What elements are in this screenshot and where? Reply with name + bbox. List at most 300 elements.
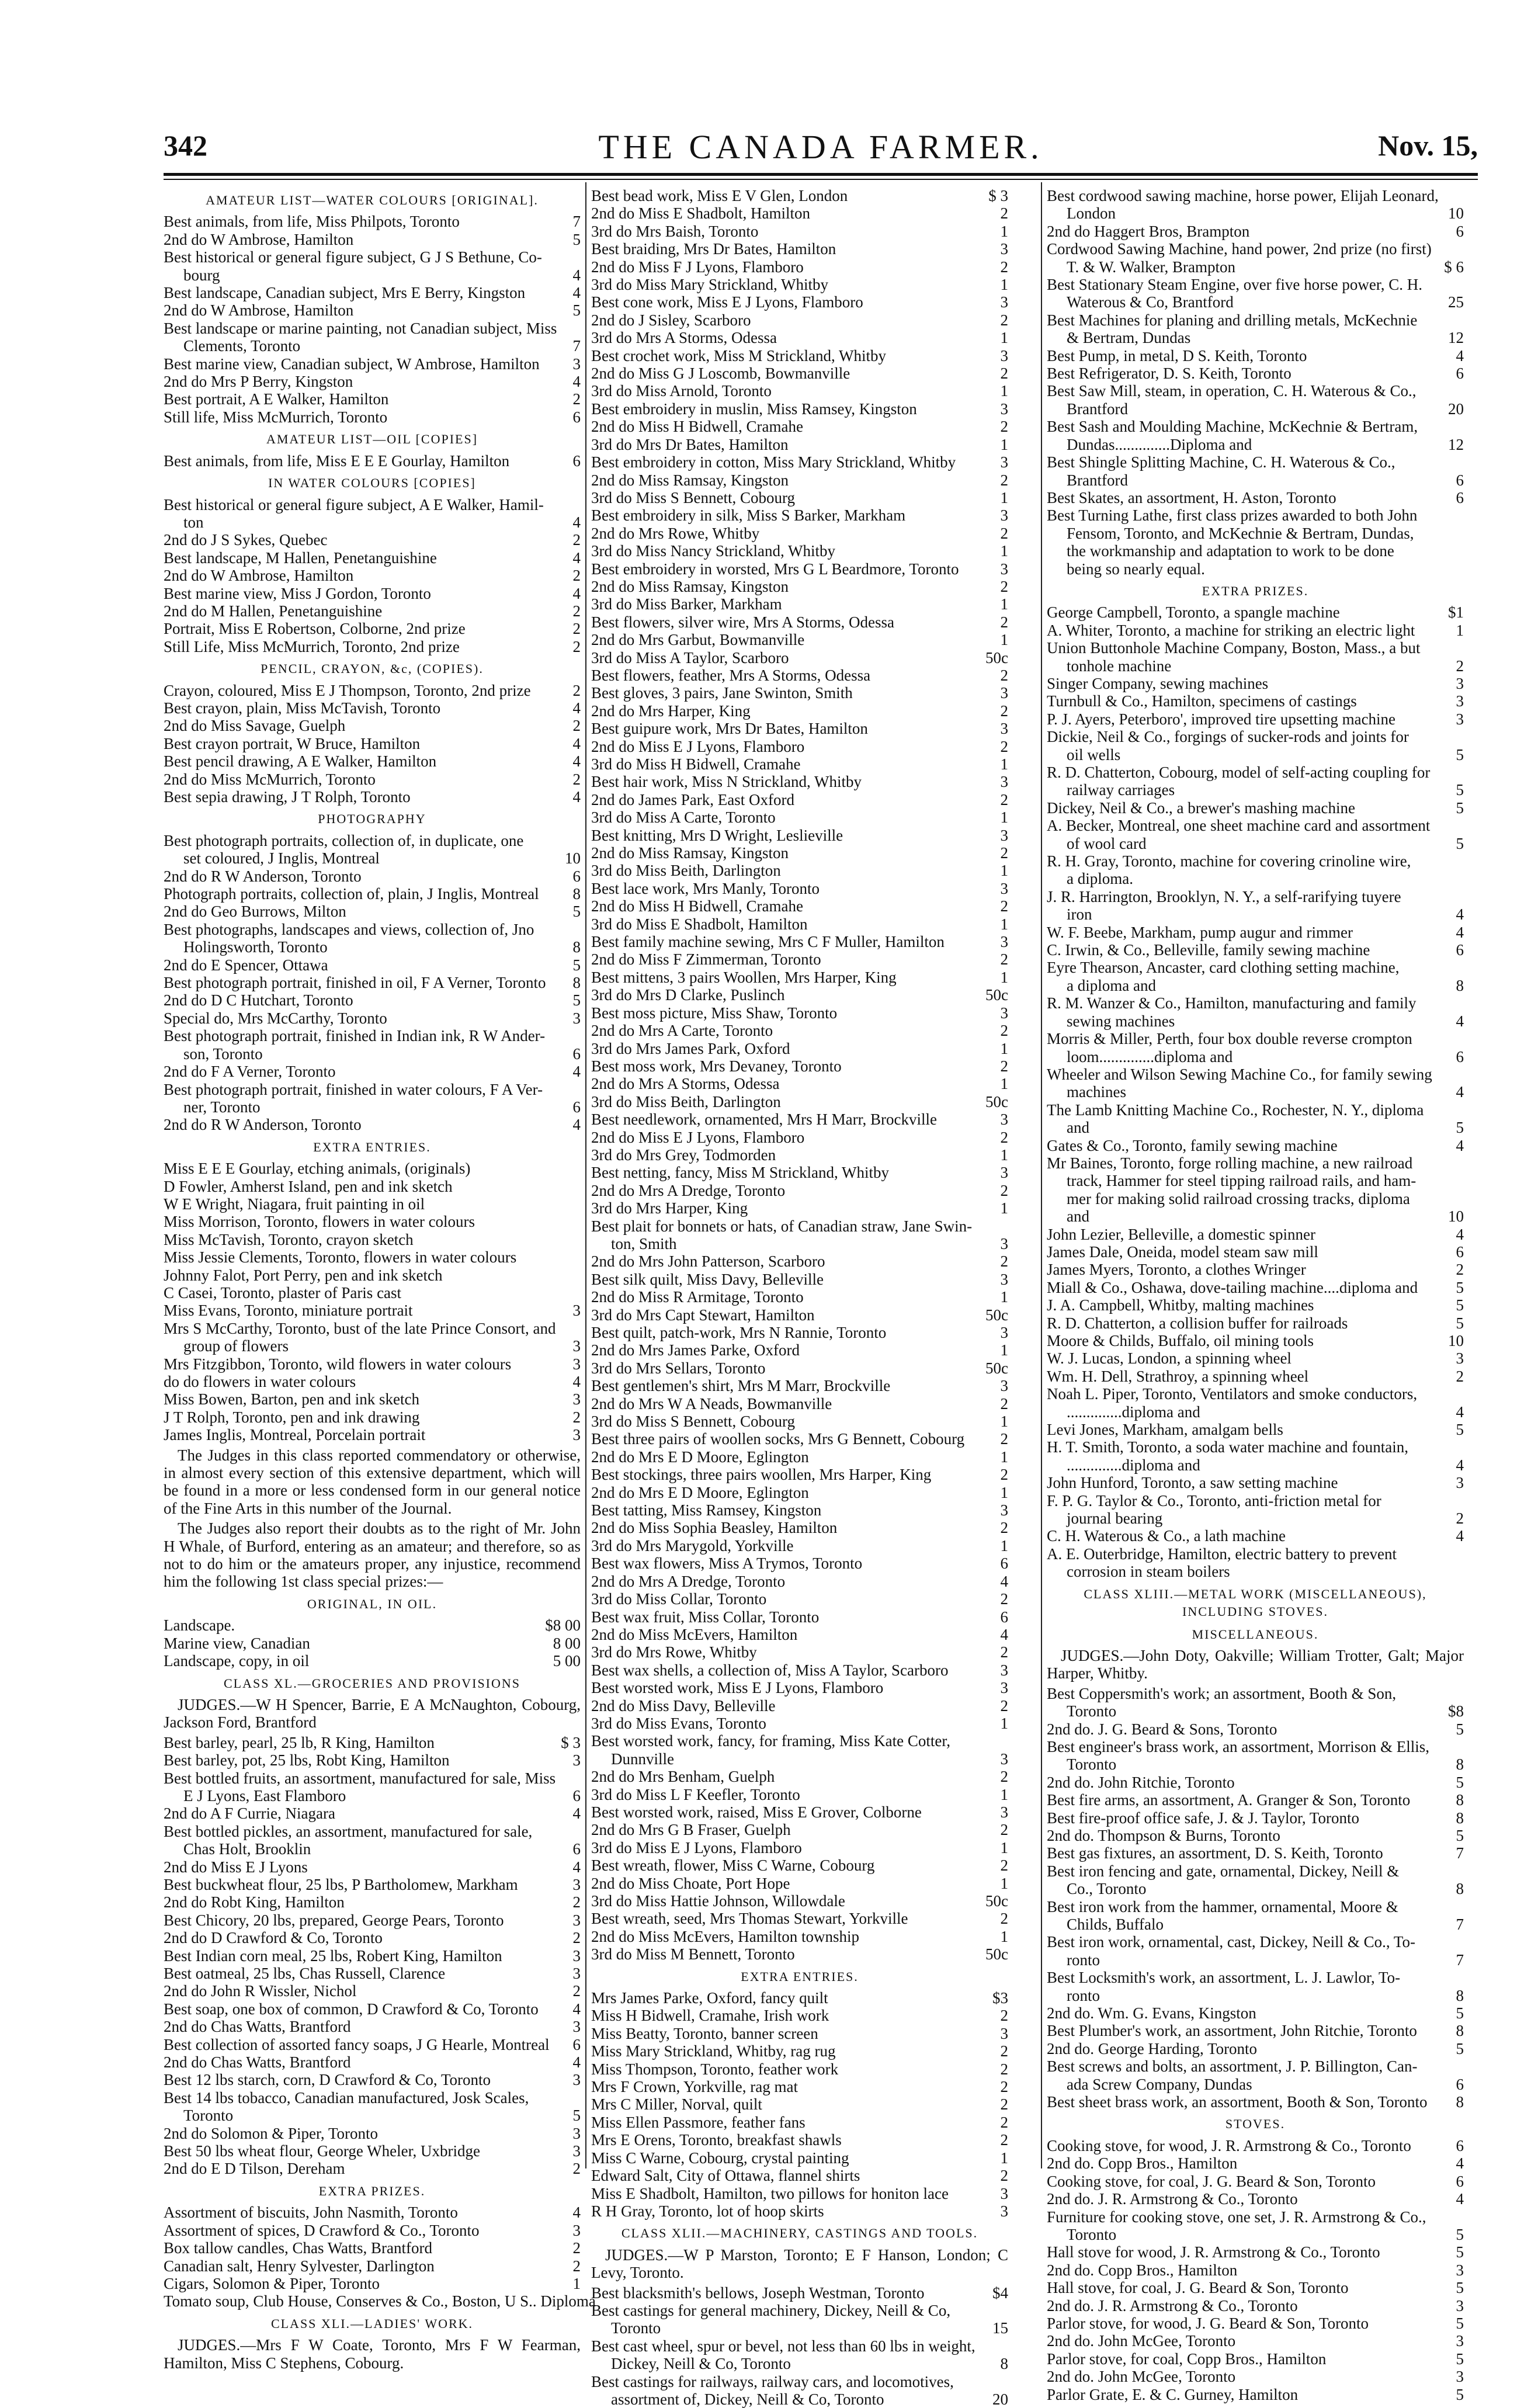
prize-entry (1047, 453, 1464, 471)
entry-text: Best landscape, M Hallen, Penetanguishine (164, 549, 437, 567)
prize-amount: 3 (572, 2142, 581, 2160)
entry-text: 2nd do Mrs E D Moore, Eglington (591, 1448, 809, 1466)
prize-entry (591, 418, 1008, 435)
prize-amount: 2 (1000, 1857, 1008, 1875)
prize-amount: $8 (1448, 1702, 1464, 1720)
prize-amount: 4 (572, 513, 581, 531)
prize-amount: 3 (1000, 684, 1008, 702)
prize-amount: 1 (1000, 1838, 1008, 1857)
entry-text: and (1067, 1208, 1089, 1226)
prize-amount: 2 (1000, 1821, 1008, 1839)
prize-entry (591, 844, 1008, 862)
prize-entry (591, 1501, 1008, 1519)
prize-amount: 1 (1000, 862, 1008, 880)
entry-text: Photograph portraits, collection of, plain, J Inglis, Montreal (164, 885, 539, 903)
entry-text: ton, Smith (611, 1234, 677, 1252)
prize-amount: 3 (572, 1009, 581, 1027)
entry-text: Best knitting, Mrs D Wright, Leslieville (591, 826, 843, 844)
entry-text: 2nd do R W Anderson, Toronto (164, 867, 362, 885)
prize-entry (1047, 1685, 1464, 1702)
prize-amount: 1 (1000, 1483, 1008, 1501)
entry-text: Still Life, Miss McMurrich, Toronto, 2nd prize (164, 637, 460, 655)
prize-entry (164, 2275, 581, 2292)
prize-amount: 3 (1456, 674, 1464, 692)
prize-entry (1047, 924, 1464, 941)
prize-amount: 6 (1456, 1047, 1464, 1066)
prize-entry (1047, 542, 1464, 560)
prize-amount: 1 (1000, 1413, 1008, 1431)
prize-amount: 12 (1448, 435, 1464, 453)
prize-amount: 7 (1456, 1951, 1464, 1969)
prize-amount: 3 (1000, 1501, 1008, 1519)
prize-entry (164, 1267, 581, 1284)
prize-entry (164, 496, 581, 513)
prize-entry (164, 1858, 581, 1876)
prize-entry (1047, 329, 1464, 346)
prize-entry (164, 602, 581, 620)
prize-entry (164, 1009, 581, 1027)
prize-amount: 6 (1456, 365, 1464, 383)
prize-entry (1047, 2279, 1464, 2296)
issue-date: Nov. 15, (1378, 129, 1478, 162)
prize-entry (591, 1022, 1008, 1039)
prize-amount: 1 (1000, 1536, 1008, 1555)
prize-entry (1047, 728, 1464, 745)
prize-amount: 1 (572, 2274, 581, 2292)
prize-amount: 3 (1000, 1803, 1008, 1821)
entry-text: Noah L. Piper, Toronto, Ventilators and smoke conductors, (1047, 1385, 1418, 1403)
prize-amount: 2 (1000, 1466, 1008, 1484)
prize-amount: 3 (572, 1946, 581, 1965)
prize-entry (1047, 223, 1464, 240)
prize-entry (1047, 1720, 1464, 1738)
prize-entry (591, 1075, 1008, 1092)
prize-amount: 6 (572, 867, 581, 885)
entry-text: Best 14 lbs tobacco, Canadian manufactured, Josk Scales, (164, 2088, 529, 2107)
prize-amount: 5 (1456, 1826, 1464, 1844)
entry-text: 2nd do Haggert Bros, Brampton (1047, 222, 1250, 240)
prize-entry (591, 311, 1008, 329)
prize-amount: 6 (572, 408, 581, 426)
prize-entry (591, 1626, 1008, 1643)
entry-text: Levi Jones, Markham, amalgam bells (1047, 1421, 1283, 1439)
entry-text: 3rd do Mrs Marygold, Yorkville (591, 1536, 794, 1555)
entry-text: Best animals, from life, Miss E E E Gourlay, Hamilton (164, 452, 510, 470)
entry-text: Gates & Co., Toronto, family sewing machine (1047, 1136, 1338, 1154)
entry-text: 2nd do Chas Watts, Brantford (164, 2018, 351, 2036)
entry-text: 3rd do Miss S Bennett, Cobourg (591, 1413, 796, 1431)
prize-amount: 6 (572, 1840, 581, 1858)
prize-entry (591, 1040, 1008, 1057)
entry-text: Best Locksmith's work, an assortment, L. J. Lawlor, To- (1047, 1969, 1401, 1987)
entry-text: Best family machine sewing, Mrs C F Muller, Hamilton (591, 933, 945, 951)
entry-text: H. T. Smith, Toronto, a soda water machine and fountain, (1047, 1438, 1408, 1456)
prize-entry (591, 1786, 1008, 1803)
entry-text: Box tallow candles, Chas Watts, Brantford (164, 2239, 433, 2257)
prize-entry (1047, 870, 1464, 887)
prize-entry (1047, 2022, 1464, 2039)
entry-text: Hall stove, for coal, J. G. Beard & Son, Toronto (1047, 2279, 1349, 2297)
entry-text: Johnny Falot, Port Perry, pen and ink sketch (164, 1266, 443, 1284)
prize-amount: 5 (1456, 1773, 1464, 1791)
entry-text: Best castings for railways, railway cars, and locomotives, (591, 2372, 954, 2390)
prize-entry (164, 567, 581, 584)
entry-text: do do flowers in water colours (164, 1373, 356, 1390)
prize-amount: 3 (1000, 1377, 1008, 1395)
header-rule-thick (164, 173, 1478, 176)
prize-amount: 3 (1000, 2024, 1008, 2042)
prize-amount: 2 (1456, 1367, 1464, 1385)
prize-entry (164, 585, 581, 602)
prize-amount: 5 (1456, 745, 1464, 764)
entry-text: Furniture for cooking stove, one set, J. R. Armstrong & Co., (1047, 2208, 1426, 2226)
prize-amount: 2 (1000, 204, 1008, 223)
entry-text: Co., Toronto (1067, 1880, 1147, 1898)
prize-entry (591, 1910, 1008, 1927)
prize-entry (1047, 1862, 1464, 1880)
prize-entry (1047, 2190, 1464, 2208)
prize-amount: 4 (572, 2053, 581, 2072)
prize-entry (1047, 622, 1464, 639)
entry-text: assortment of, Dickey, Neill & Co, Toronto (611, 2390, 884, 2408)
entry-text: Miss C Warne, Cobourg, crystal painting (591, 2149, 849, 2167)
entry-text: 2nd do. John Ritchie, Toronto (1047, 1773, 1235, 1791)
prize-entry (1047, 2093, 1464, 2111)
prize-entry (591, 2373, 1008, 2390)
prize-amount: 2 (1000, 790, 1008, 809)
prize-amount: 2 (1000, 1022, 1008, 1040)
prize-entry (591, 223, 1008, 240)
prize-amount: 5 (572, 903, 581, 921)
prize-amount: 4 (572, 1805, 581, 1823)
prize-amount: 4 (572, 699, 581, 717)
prize-entry (164, 231, 581, 248)
column-divider (585, 182, 586, 2168)
prize-entry (591, 969, 1008, 986)
prize-amount: 4 (1456, 1083, 1464, 1101)
prize-amount: 3 (1456, 2261, 1464, 2279)
prize-amount: 1 (1000, 915, 1008, 933)
prize-amount: 2 (572, 2239, 581, 2257)
entry-text: iron (1067, 905, 1092, 924)
prize-amount: 3 (1000, 293, 1008, 311)
entry-text: Dickie, Neil & Co., forgings of sucker-rods and joints for (1047, 728, 1409, 746)
entry-text: 3rd do Miss M Bennett, Toronto (591, 1945, 795, 1963)
entry-text: Best engineer's brass work, an assortment, Morrison & Ellis, (1047, 1737, 1430, 1755)
prize-amount: 3 (1456, 710, 1464, 728)
prize-entry (164, 2292, 596, 2310)
prize-entry (1047, 1208, 1464, 1225)
prize-entry (1047, 1172, 1464, 1189)
entry-text: Best braiding, Mrs Dr Bates, Hamilton (591, 240, 836, 258)
entry-text: 2nd do Mrs E D Moore, Eglington (591, 1483, 809, 1501)
prize-entry (164, 699, 581, 717)
entry-text: Best photograph portraits, collection of, in duplicate, one (164, 831, 524, 849)
entry-text: 2nd do W Ambrose, Hamilton (164, 301, 354, 320)
entry-text: Best collection of assorted fancy soaps, J G Hearle, Montreal (164, 2035, 550, 2053)
entry-text: 2nd do Miss F Zimmerman, Toronto (591, 950, 821, 969)
paragraph: The Judges in this class reported commendatory or otherwise, in almost every section of this extensive department, which will be found in a more or less condensed form in our general notice of the Fine Arts in this number of the Journal. (164, 1446, 581, 1517)
prize-amount: 8 (1456, 2093, 1464, 2111)
entry-text: 2nd do D Crawford & Co, Toronto (164, 1929, 383, 1947)
entry-text: 2nd do Miss Ramsay, Kingston (591, 577, 789, 595)
prize-entry (164, 1213, 581, 1230)
prize-entry (591, 382, 1008, 400)
prize-entry (591, 2131, 1008, 2149)
prize-entry (591, 1182, 1008, 1199)
entry-text: James Inglis, Montreal, Porcelain portrait (164, 1426, 426, 1444)
entry-text: ronto (1067, 1951, 1100, 1969)
prize-entry (164, 1116, 581, 1133)
prize-entry (591, 1573, 1008, 1590)
prize-entry (591, 773, 1008, 790)
prize-amount: 3 (1000, 400, 1008, 418)
entry-text: 2nd do Miss E Shadbolt, Hamilton (591, 204, 811, 223)
prize-entry (1047, 2154, 1464, 2172)
prize-amount: 2 (572, 2257, 581, 2275)
section-heading: AMATEUR LIST—OIL [COPIES] (266, 432, 478, 447)
prize-entry (591, 702, 1008, 720)
prize-entry (164, 1635, 581, 1652)
section-heading: PHOTOGRAPHY (318, 811, 426, 827)
prize-amount: 3 (1000, 240, 1008, 258)
prize-amount: 2 (1000, 2095, 1008, 2114)
prize-amount: 1 (1000, 542, 1008, 560)
prize-amount: 3 (572, 2071, 581, 2089)
prize-entry (164, 1408, 581, 1426)
prize-entry (164, 2107, 581, 2124)
prize-amount: 5 (1456, 1421, 1464, 1439)
prize-amount: 2 (572, 390, 581, 408)
prize-entry (164, 213, 581, 230)
prize-amount: 1 (1000, 1714, 1008, 1732)
prize-entry (1047, 835, 1464, 852)
prize-entry (164, 390, 581, 408)
entry-text: 2nd do E D Tilson, Dereham (164, 2160, 345, 2178)
prize-entry (1047, 1880, 1464, 1897)
entry-text: Assortment of biscuits, John Nasmith, Toronto (164, 2204, 458, 2222)
prize-entry (164, 1337, 581, 1355)
entry-text: Mrs E Orens, Toronto, breakfast shawls (591, 2131, 842, 2149)
entry-text: 2nd do Miss G J Loscomb, Bowmanville (591, 365, 850, 383)
prize-amount: 1 (1000, 1288, 1008, 1306)
section-heading: CLASS XLIII.—METAL WORK (MISCELLANEOUS), INCLUDING STOVES. (1084, 1586, 1427, 1619)
prize-amount: 3 (1000, 1004, 1008, 1022)
entry-text: ronto (1067, 1986, 1100, 2004)
prize-entry (1047, 471, 1464, 489)
prize-amount: 4 (572, 788, 581, 806)
prize-entry (1047, 959, 1464, 976)
prize-amount: $8 00 (545, 1616, 581, 1635)
prize-entry (591, 631, 1008, 648)
prize-entry (1047, 2350, 1464, 2368)
prize-amount: 2 (572, 1929, 581, 1947)
entry-text: 2nd do Miss H Bidwell, Cramahe (591, 897, 803, 915)
prize-amount: 1 (1000, 1785, 1008, 1803)
entry-text: 2nd do Miss McEvers, Hamilton (591, 1625, 798, 1643)
entry-text: Best castings for general machinery, Dickey, Neill & Co, (591, 2301, 951, 2319)
prize-amount: 5 (1456, 2225, 1464, 2243)
prize-entry (164, 1840, 581, 1858)
entry-text: Best Turning Lathe, first class prizes awarded to both John (1047, 506, 1418, 525)
entry-text: Best moss work, Mrs Devaney, Toronto (591, 1057, 842, 1075)
entry-text: Best landscape, Canadian subject, Mrs E Berry, Kingston (164, 284, 526, 302)
entry-text: Morris & Miller, Perth, four box double reverse crompton (1047, 1030, 1412, 1048)
entry-text: 2nd do Mrs Rowe, Whitby (591, 524, 760, 542)
prize-entry (164, 452, 581, 470)
prize-amount: 5 (1456, 2385, 1464, 2403)
prize-entry (591, 560, 1008, 578)
entry-text: Miss Morrison, Toronto, flowers in water colours (164, 1213, 475, 1231)
entry-text: Mrs S McCarthy, Toronto, bust of the late Prince Consort, and (164, 1319, 556, 1337)
entry-text: James Dale, Oneida, model steam saw mill (1047, 1243, 1318, 1261)
prize-amount: 2 (1000, 258, 1008, 276)
entry-text: 3rd do Miss E J Lyons, Flamboro (591, 1838, 802, 1857)
prize-amount: 3 (1000, 879, 1008, 897)
prize-entry (1047, 1279, 1464, 1296)
prize-amount: 5 (1456, 2279, 1464, 2297)
entry-text: Best sepia drawing, J T Rolph, Toronto (164, 788, 411, 806)
prize-entry (1047, 1987, 1464, 2004)
entry-text: 2nd do Mrs James Parke, Oxford (591, 1341, 800, 1359)
prize-amount: 3 (1456, 2296, 1464, 2315)
prize-amount: 4 (572, 1373, 581, 1390)
entry-text: C. Irwin, & Co., Belleville, family sewing machine (1047, 941, 1370, 959)
prize-entry (164, 1947, 581, 1965)
prize-entry (164, 638, 581, 655)
entry-text: Best buckwheat flour, 25 lbs, P Bartholomew, Markham (164, 1875, 518, 1893)
entry-text: Toronto (183, 2107, 234, 2125)
prize-entry (1047, 258, 1464, 276)
prize-entry (591, 1413, 1008, 1430)
prize-amount: 50c (985, 986, 1008, 1004)
entry-text: Best embroidery in cotton, Miss Mary Strickland, Whitby (591, 453, 956, 471)
entry-text: 2nd do Mrs Garbut, Bowmanville (591, 631, 805, 649)
prize-entry (164, 266, 581, 284)
prize-amount: 8 (1456, 1791, 1464, 1809)
entry-text: 3rd do Mrs Sellars, Toronto (591, 1359, 766, 1377)
entry-text: Best mittens, 3 pairs Woollen, Mrs Harper, King (591, 968, 897, 986)
prize-entry (591, 2284, 1008, 2302)
entry-text: R H Gray, Toronto, lot of hoop skirts (591, 2202, 824, 2220)
prize-entry (1047, 1083, 1464, 1101)
prize-amount: 2 (572, 567, 581, 585)
prize-amount: 1 (1000, 1341, 1008, 1359)
entry-text: Best quilt, patch-work, Mrs N Rannie, Toronto (591, 1324, 887, 1341)
entry-text: 2nd do Mrs A Storms, Odessa (591, 1075, 780, 1093)
prize-entry (1047, 1137, 1464, 1154)
entry-text: 2nd do. J. G. Beard & Sons, Toronto (1047, 1720, 1277, 1738)
prize-entry (1047, 418, 1464, 435)
prize-entry (1047, 2332, 1464, 2350)
prize-amount: 3 (1000, 453, 1008, 471)
prize-entry (1047, 1243, 1464, 1261)
prize-entry (1047, 2315, 1464, 2332)
prize-entry (164, 1787, 581, 1805)
column-left (164, 187, 596, 2372)
entry-text: Best embroidery in muslin, Miss Ramsey, Kingston (591, 400, 917, 418)
prize-amount: 5 (1456, 2004, 1464, 2022)
prize-amount: 2 (1000, 702, 1008, 720)
entry-text: Best Saw Mill, steam, in operation, C. H. Waterous & Co., (1047, 382, 1417, 400)
entry-text: 2nd do Mrs W A Neads, Bowmanville (591, 1394, 832, 1413)
entry-text: Best wreath, seed, Mrs Thomas Stewart, Yorkville (591, 1910, 908, 1928)
entry-text: Best Sash and Moulding Machine, McKechnie & Bertram, (1047, 418, 1418, 436)
prize-entry (164, 2239, 581, 2257)
entry-text: Best sheet brass work, an assortment, Booth & Son, Toronto (1047, 2093, 1428, 2111)
entry-text: Best wreath, flower, Miss C Warne, Cobourg (591, 1857, 875, 1875)
prize-amount: 2 (1000, 1643, 1008, 1661)
prize-amount: 4 (572, 734, 581, 752)
prize-entry (164, 1876, 581, 1893)
prize-entry (164, 1160, 581, 1177)
prize-entry (164, 1734, 581, 1751)
entry-text: F. P. G. Taylor & Co., Toronto, anti-friction metal for (1047, 1491, 1381, 1510)
prize-amount: 2 (572, 717, 581, 735)
prize-entry (164, 991, 581, 1009)
prize-amount: 4 (572, 752, 581, 771)
prize-entry (591, 542, 1008, 560)
entry-text: 2nd do J S Sykes, Quebec (164, 531, 328, 549)
prize-entry (1047, 1527, 1464, 1545)
entry-text: a diploma. (1067, 870, 1133, 888)
prize-amount: 1 (1000, 435, 1008, 453)
prize-amount: 5 (1456, 781, 1464, 799)
prize-amount: 7 (572, 337, 581, 355)
prize-amount: $3 (992, 1989, 1008, 2007)
prize-amount: 2 (1000, 577, 1008, 595)
section-heading: MISCELLANEOUS. (1192, 1626, 1319, 1642)
prize-entry (591, 1750, 1008, 1768)
prize-amount: 3 (1000, 1324, 1008, 1341)
entry-text: W. F. Beebe, Markham, pump augur and rimmer (1047, 923, 1353, 941)
prize-amount: 8 (1456, 2022, 1464, 2040)
entry-text: Best wax flowers, Miss A Trymos, Toronto (591, 1555, 863, 1573)
entry-text: 3rd do Mrs Dr Bates, Hamilton (591, 435, 789, 453)
prize-amount: 5 (1456, 2039, 1464, 2057)
entry-text: 2nd do Miss R Armitage, Toronto (591, 1288, 804, 1306)
entry-text: Best hair work, Miss N Strickland, Whitby (591, 773, 862, 791)
section-heading: EXTRA ENTRIES. (313, 1139, 431, 1154)
entry-text: R. D. Chatterton, Cobourg, model of self-acting coupling for (1047, 764, 1431, 781)
prize-entry (1047, 1385, 1464, 1403)
entry-text: 2nd do Mrs Benham, Guelph (591, 1768, 775, 1786)
prize-entry (1047, 1421, 1464, 1438)
prize-amount: 6 (1456, 2172, 1464, 2190)
prize-amount: 6 (1456, 941, 1464, 959)
prize-amount: 2 (1000, 365, 1008, 383)
prize-amount: 3 (572, 2124, 581, 2142)
prize-entry (591, 684, 1008, 702)
prize-entry (591, 667, 1008, 684)
prize-entry (1047, 1827, 1464, 1844)
prize-amount: 8 (572, 974, 581, 992)
prize-entry (591, 2007, 1008, 2024)
prize-amount: 20 (1448, 400, 1464, 418)
entry-text: 3rd do Mrs James Park, Oxford (591, 1039, 790, 1057)
entry-text: 2nd do John R Wissler, Nichol (164, 1982, 357, 2000)
prize-entry (164, 956, 581, 974)
prize-entry (591, 347, 1008, 365)
prize-entry (591, 950, 1008, 968)
entry-text: 2nd do Miss Ramsay, Kingston (591, 844, 789, 862)
prize-entry (591, 2095, 1008, 2113)
prize-amount: 4 (1456, 346, 1464, 365)
entry-text: Best netting, fancy, Miss M Strickland, Whitby (591, 1164, 889, 1182)
prize-entry (1047, 1261, 1464, 1278)
prize-amount: 7 (572, 213, 581, 231)
entry-text: Chas Holt, Brooklin (183, 1840, 311, 1858)
